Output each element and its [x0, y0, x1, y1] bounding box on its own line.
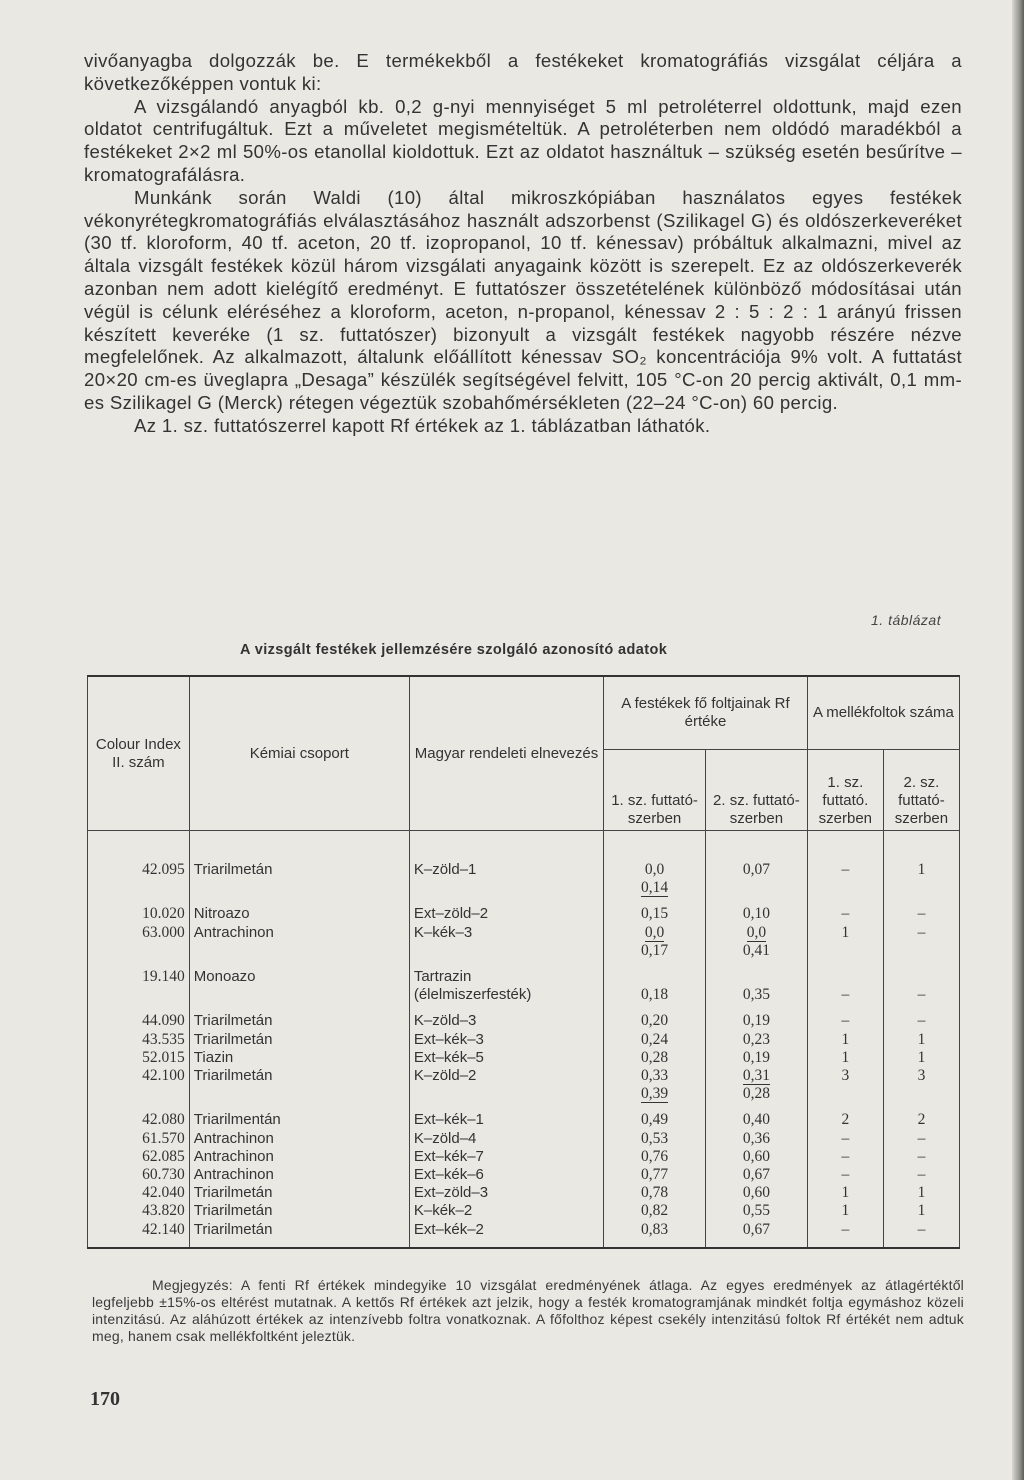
table-row — [88, 1184, 960, 1202]
cell-spots-solvent-2: – — [883, 1166, 959, 1184]
cell-spots-solvent-2: – — [883, 1148, 959, 1166]
cell-hungarian-name: Tartrazin — [409, 968, 603, 986]
cell-rf-solvent-1: 0,28 — [604, 1049, 706, 1067]
cell-chemical-group — [189, 879, 409, 897]
table-row — [88, 879, 960, 897]
cell-chemical-group: Monoazo — [189, 968, 409, 986]
cell-chemical-group: Antrachinon — [189, 1148, 409, 1166]
cell-rf-solvent-2: 0,23 — [705, 1031, 807, 1049]
cell-rf-solvent-2: 0,19 — [705, 1012, 807, 1030]
table-row — [88, 1049, 960, 1067]
cell-spots-solvent-2: 1 — [883, 861, 959, 879]
cell-chemical-group: Triarilmetán — [189, 1184, 409, 1202]
cell-spots-solvent-1: 2 — [807, 1111, 883, 1129]
paragraph-4: Az 1. sz. futtatószerrel kapott Rf értékek az 1. táblázatban láthatók. — [134, 414, 711, 436]
cell-spots-solvent-2: 1 — [883, 1031, 959, 1049]
cell-colour-index: 42.040 — [88, 1184, 190, 1202]
cell-rf-solvent-1: 0,77 — [604, 1166, 706, 1184]
dye-data-table — [87, 675, 960, 1249]
cell-rf-solvent-2: 0,28 — [705, 1085, 807, 1103]
cell-spots-solvent-1: 1 — [807, 1202, 883, 1220]
table-row — [88, 1202, 960, 1220]
cell-rf-solvent-1: 0,18 — [604, 986, 706, 1004]
cell-spots-solvent-1: – — [807, 905, 883, 923]
cell-colour-index — [88, 986, 190, 1004]
cell-rf-solvent-1: 0,20 — [604, 1012, 706, 1030]
cell-colour-index: 42.080 — [88, 1111, 190, 1129]
cell-chemical-group: Triarilmetán — [189, 1221, 409, 1248]
cell-rf-solvent-1: 0,15 — [604, 905, 706, 923]
paragraph-2: A vizsgálandó anyagból kb. 0,2 g-nyi mennyiséget 5 ml petroléterrel oldottunk, majd ezen oldatot centrifugáltuk. Ezt a műveletet megismételtük. A petroléterben nem oldódó maradékból a festékeket 2×2 ml 50%-os etanollal kioldottuk. Ezt az oldatot használtuk – szükség esetén besűrítve – kromatografálásra. — [84, 95, 962, 185]
cell-colour-index — [88, 942, 190, 960]
paragraph-1: vivőanyagba dolgozzák be. E termékekből a festékeket kromatográfiás vizsgálat céljára a következőképpen vontuk ki: — [84, 50, 962, 94]
cell-rf-solvent-1: 0,76 — [604, 1148, 706, 1166]
cell-spots-solvent-1: 1 — [807, 1031, 883, 1049]
page-edge-shadow — [1012, 0, 1024, 1480]
cell-spots-solvent-1 — [807, 879, 883, 897]
cell-spots-solvent-1: 3 — [807, 1067, 883, 1085]
cell-spots-solvent-1: 1 — [807, 924, 883, 942]
cell-spots-solvent-2: – — [883, 1012, 959, 1030]
header-spots-solvent-2: 2. sz. futtató-szerben — [883, 750, 959, 831]
table-body — [88, 831, 960, 1248]
cell-chemical-group: Triarilmetán — [189, 1067, 409, 1085]
cell-rf-solvent-1: 0,24 — [604, 1031, 706, 1049]
cell-hungarian-name — [409, 942, 603, 960]
cell-hungarian-name: K–kék–3 — [409, 924, 603, 942]
table-row — [88, 942, 960, 960]
table-row — [88, 1067, 960, 1085]
cell-spots-solvent-1: – — [807, 1012, 883, 1030]
cell-chemical-group: Triarilmetán — [189, 861, 409, 879]
cell-hungarian-name: K–kék–2 — [409, 1202, 603, 1220]
cell-spots-solvent-2 — [883, 968, 959, 986]
cell-hungarian-name: Ext–kék–5 — [409, 1049, 603, 1067]
cell-spots-solvent-2: 1 — [883, 1184, 959, 1202]
cell-chemical-group: Tiazin — [189, 1049, 409, 1067]
header-rf-values: A festékek fő foltjainak Rf értéke — [604, 676, 808, 750]
cell-spots-solvent-1: 1 — [807, 1049, 883, 1067]
cell-spots-solvent-2: – — [883, 905, 959, 923]
cell-hungarian-name: Ext–kék–6 — [409, 1166, 603, 1184]
cell-rf-solvent-2: 0,19 — [705, 1049, 807, 1067]
header-hungarian-name: Magyar rendeleti elnevezés — [409, 676, 603, 831]
cell-chemical-group: Triarilmetán — [189, 1202, 409, 1220]
cell-spots-solvent-2: 2 — [883, 1111, 959, 1129]
table-row — [88, 1166, 960, 1184]
cell-hungarian-name — [409, 879, 603, 897]
cell-colour-index — [88, 879, 190, 897]
cell-spots-solvent-1: – — [807, 1166, 883, 1184]
cell-rf-solvent-1: 0,53 — [604, 1130, 706, 1148]
cell-spots-solvent-1: – — [807, 1221, 883, 1248]
cell-spots-solvent-2 — [883, 879, 959, 897]
cell-spots-solvent-1: – — [807, 861, 883, 879]
cell-hungarian-name: K–zöld–3 — [409, 1012, 603, 1030]
cell-hungarian-name: Ext–kék–2 — [409, 1221, 603, 1248]
cell-chemical-group: Nitroazo — [189, 905, 409, 923]
table-caption: A vizsgált festékek jellemzésére szolgáló azonosító adatok — [240, 642, 668, 658]
paragraph-3: Munkánk során Waldi (10) által mikroszkópiában használatos egyes festékek vékonyrétegkromatográfiás elválasztásához használt adszorbenst (Szilikagel G) és oldószerkeveréket (30 tf. kloroform, 40 tf. aceton, 20 tf. izopropanol, 10 tf. kénessav) próbáltuk alkalmazni, mivel az általa vizsgált festékek közül három vizsgálati anyagaink között is szerepelt. Ez az oldószerkeverék azonban nem adott kielégítő eredményt. E futtatószer összetételének különböző módosításai után végül is célunk eléréséhez a kloroform, aceton, n-propanol, kénessav 2 : 5 : 2 : 1 arányú frissen készített keveréke (1 sz. futtatószer) bizonyult a vizsgált festékek nagyobb részére nézve megfelelőnek. Az alkalmazott, általunk előállított kénessav SO₂ koncentrációja 9% volt. A futtatást 20×20 cm-es üveglapra „Desaga” készülék segítségével felvitt, 105 °C-on 20 percig aktivált, 0,1 mm-es Szilikagel G (Merck) rétegen végeztük szobahőmérsékleten (22–24 °C-on) 60 percig. — [84, 186, 962, 413]
cell-rf-solvent-1: 0,39 — [604, 1085, 706, 1103]
cell-hungarian-name: Ext–zöld–3 — [409, 1184, 603, 1202]
table-footnote — [92, 1277, 964, 1345]
table-row — [88, 924, 960, 942]
cell-rf-solvent-1: 0,17 — [604, 942, 706, 960]
table-row — [88, 1148, 960, 1166]
cell-colour-index: 60.730 — [88, 1166, 190, 1184]
table-row — [88, 1130, 960, 1148]
cell-colour-index: 62.085 — [88, 1148, 190, 1166]
cell-chemical-group — [189, 1085, 409, 1103]
cell-rf-solvent-2 — [705, 968, 807, 986]
cell-chemical-group: Triarilmetán — [189, 1012, 409, 1030]
cell-chemical-group — [189, 942, 409, 960]
table-row — [88, 986, 960, 1004]
cell-hungarian-name — [409, 1085, 603, 1103]
cell-spots-solvent-2: – — [883, 1221, 959, 1248]
cell-spots-solvent-2 — [883, 942, 959, 960]
cell-rf-solvent-1: 0,78 — [604, 1184, 706, 1202]
cell-colour-index: 61.570 — [88, 1130, 190, 1148]
cell-spots-solvent-2: – — [883, 986, 959, 1004]
cell-colour-index: 52.015 — [88, 1049, 190, 1067]
cell-hungarian-name: Ext–kék–3 — [409, 1031, 603, 1049]
cell-spots-solvent-2: – — [883, 924, 959, 942]
cell-colour-index: 42.140 — [88, 1221, 190, 1248]
cell-rf-solvent-2: 0,67 — [705, 1166, 807, 1184]
cell-chemical-group: Antrachinon — [189, 1166, 409, 1184]
cell-spots-solvent-1 — [807, 942, 883, 960]
cell-hungarian-name: K–zöld–4 — [409, 1130, 603, 1148]
header-chemical-group: Kémiai csoport — [189, 676, 409, 831]
cell-colour-index: 42.095 — [88, 861, 190, 879]
table-row — [88, 861, 960, 879]
header-colour-index: Colour Index II. szám — [88, 676, 190, 831]
cell-rf-solvent-2: 0,40 — [705, 1111, 807, 1129]
cell-hungarian-name: Ext–kék–7 — [409, 1148, 603, 1166]
table-row — [88, 1031, 960, 1049]
cell-rf-solvent-2: 0,67 — [705, 1221, 807, 1248]
cell-rf-solvent-2: 0,60 — [705, 1148, 807, 1166]
header-rf-solvent-2: 2. sz. futtató-szerben — [705, 750, 807, 831]
cell-chemical-group: Antrachinon — [189, 1130, 409, 1148]
cell-rf-solvent-2: 0,60 — [705, 1184, 807, 1202]
footnote-text: Megjegyzés: A fenti Rf értékek mindegyike 10 vizsgálat eredményének átlaga. Az egyes eredmények az átlagértéktől legfeljebb ±15%-os eltérést mutatnak. A kettős Rf értékek azt jelzik, hogy a festék kromatogramjának mindkét foltja egymáshoz közeli intenzitású. Az aláhúzott értékek az intenzívebb foltra vonatkoznak. A főfolthoz képest csekély intenzitású foltok Rf értékét nem adtuk meg, hanem csak mellékfoltként jeleztük. — [92, 1277, 964, 1344]
cell-chemical-group: Triarilmetán — [189, 1031, 409, 1049]
body-text — [84, 50, 962, 438]
cell-hungarian-name: Ext–kék–1 — [409, 1111, 603, 1129]
table-row — [88, 1111, 960, 1129]
cell-spots-solvent-1: 1 — [807, 1184, 883, 1202]
table-row — [88, 1085, 960, 1103]
cell-spots-solvent-1: – — [807, 1148, 883, 1166]
cell-rf-solvent-2: 0,36 — [705, 1130, 807, 1148]
cell-colour-index: 63.000 — [88, 924, 190, 942]
cell-rf-solvent-2: 0,35 — [705, 986, 807, 1004]
cell-rf-solvent-2: 0,0 — [705, 924, 807, 942]
cell-hungarian-name: K–zöld–2 — [409, 1067, 603, 1085]
cell-rf-solvent-2: 0,07 — [705, 861, 807, 879]
cell-colour-index: 44.090 — [88, 1012, 190, 1030]
cell-spots-solvent-1 — [807, 1085, 883, 1103]
cell-chemical-group: Triarilmentán — [189, 1111, 409, 1129]
cell-spots-solvent-2 — [883, 1085, 959, 1103]
cell-colour-index: 43.820 — [88, 1202, 190, 1220]
table-number-label: 1. táblázat — [871, 612, 942, 628]
cell-chemical-group: Antrachinon — [189, 924, 409, 942]
cell-rf-solvent-2: 0,10 — [705, 905, 807, 923]
cell-rf-solvent-1: 0,0 — [604, 924, 706, 942]
cell-hungarian-name: K–zöld–1 — [409, 861, 603, 879]
cell-rf-solvent-2 — [705, 879, 807, 897]
cell-spots-solvent-2: 3 — [883, 1067, 959, 1085]
cell-chemical-group — [189, 986, 409, 1004]
cell-spots-solvent-1: – — [807, 1130, 883, 1148]
cell-rf-solvent-1: 0,82 — [604, 1202, 706, 1220]
cell-rf-solvent-1: 0,0 — [604, 861, 706, 879]
table-row — [88, 1221, 960, 1248]
cell-spots-solvent-1 — [807, 968, 883, 986]
cell-spots-solvent-1: – — [807, 986, 883, 1004]
cell-rf-solvent-1: 0,33 — [604, 1067, 706, 1085]
cell-rf-solvent-2: 0,55 — [705, 1202, 807, 1220]
cell-colour-index: 43.535 — [88, 1031, 190, 1049]
cell-spots-solvent-2: 1 — [883, 1049, 959, 1067]
cell-rf-solvent-2: 0,31 — [705, 1067, 807, 1085]
cell-spots-solvent-2: – — [883, 1130, 959, 1148]
cell-rf-solvent-2: 0,41 — [705, 942, 807, 960]
header-side-spots: A mellékfoltok száma — [807, 676, 959, 750]
cell-rf-solvent-1 — [604, 968, 706, 986]
cell-colour-index — [88, 1085, 190, 1103]
cell-colour-index: 42.100 — [88, 1067, 190, 1085]
header-rf-solvent-1: 1. sz. futtató-szerben — [604, 750, 706, 831]
table-row — [88, 905, 960, 923]
page-number: 170 — [90, 1388, 120, 1410]
cell-rf-solvent-1: 0,83 — [604, 1221, 706, 1248]
table-row — [88, 968, 960, 986]
header-spots-solvent-1: 1. sz. futtató. szerben — [807, 750, 883, 831]
cell-rf-solvent-1: 0,14 — [604, 879, 706, 897]
cell-spots-solvent-2: 1 — [883, 1202, 959, 1220]
cell-rf-solvent-1: 0,49 — [604, 1111, 706, 1129]
table-row — [88, 1012, 960, 1030]
cell-hungarian-name: Ext–zöld–2 — [409, 905, 603, 923]
cell-colour-index: 19.140 — [88, 968, 190, 986]
cell-hungarian-name: (élelmiszerfesték) — [409, 986, 603, 1004]
cell-colour-index: 10.020 — [88, 905, 190, 923]
